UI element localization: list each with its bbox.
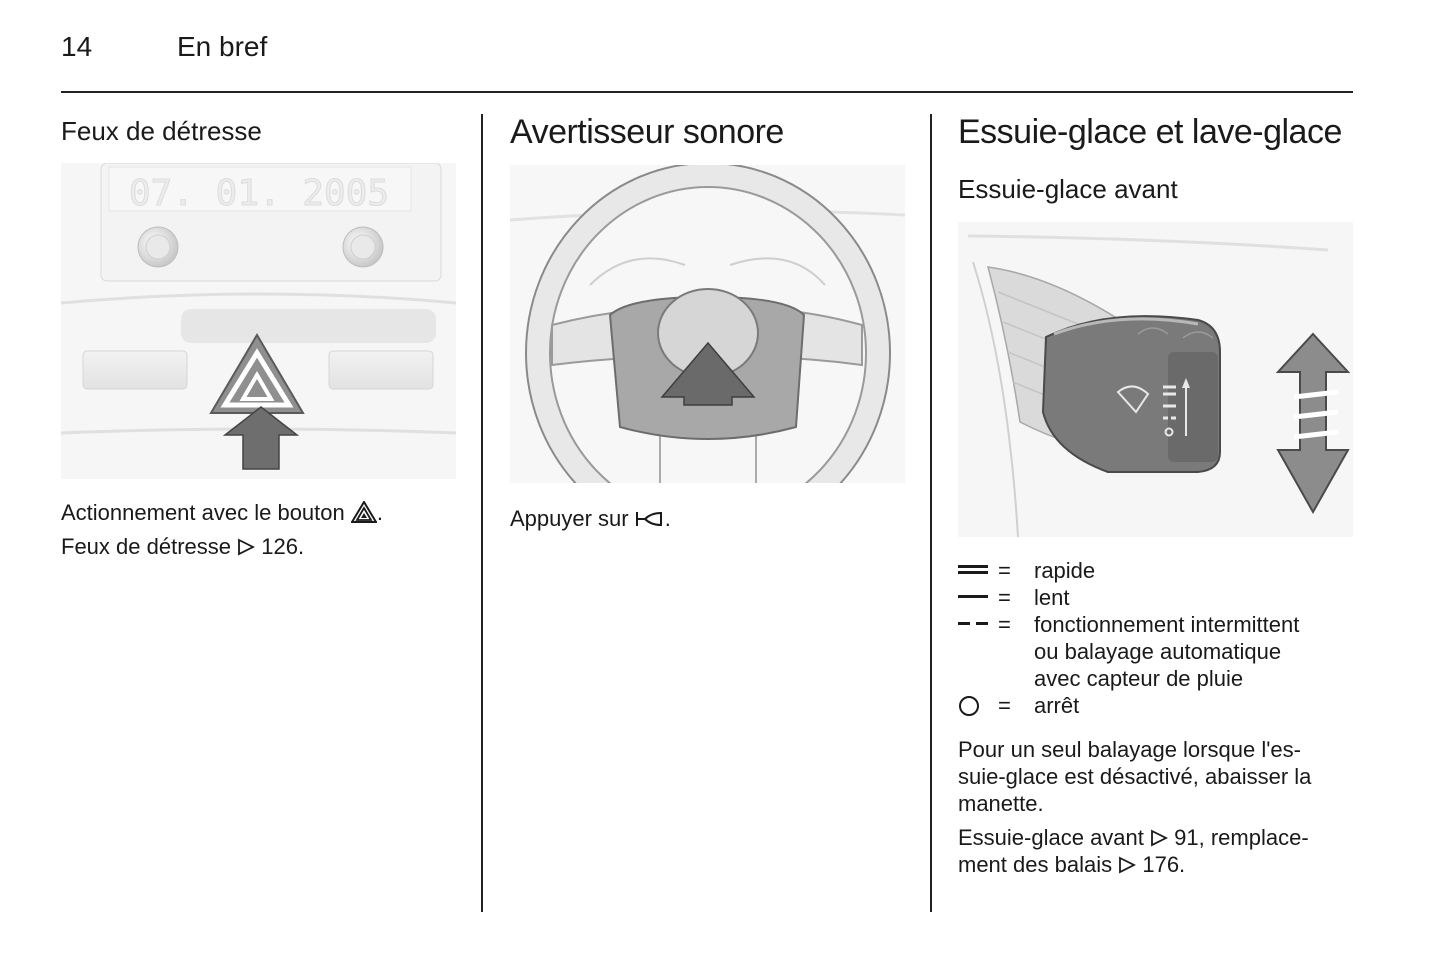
legend-def-line: ou balayage automatique [1034, 639, 1282, 664]
legend-row-fast [958, 557, 1354, 584]
legend-def-fast: rapide [1034, 558, 1096, 583]
hazard-line-1-text: Actionnement avec le bouton [61, 500, 345, 525]
clock-display-text: 07. 01. 2005 [128, 173, 390, 214]
page-number: 14 [61, 31, 93, 62]
legend-def-line: fonctionnement intermittent [1034, 612, 1300, 637]
steering-wheel-illustration [510, 165, 905, 483]
legend-eq: = [998, 558, 1011, 583]
page-reference-arrow-icon [1150, 829, 1168, 847]
double-line-icon [958, 557, 998, 584]
horn-section-title: Avertisseur sonore [510, 113, 784, 151]
legend-def-slow: lent [1034, 585, 1070, 610]
paragraph-line: suie-glace est désactivé, abaisser la [958, 764, 1312, 789]
hazard-illustration [61, 163, 456, 479]
chapter-title: En bref [177, 31, 268, 62]
hazard-line-1 [61, 496, 481, 530]
legend-row-slow [958, 584, 1354, 611]
horn-text-end: . [664, 506, 671, 531]
single-line-icon [958, 584, 998, 611]
wiper-references-paragraph [958, 824, 1358, 878]
legend-def-off: arrêt [1034, 693, 1080, 718]
hazard-triangle-icon [351, 501, 377, 523]
wiper-page-ref[interactable]: 91, remplace- [1174, 825, 1309, 850]
wiper-legend [958, 557, 1354, 719]
wiper-lever-illustration [958, 222, 1353, 537]
ref-text: ment des balais [958, 852, 1113, 877]
legend-eq: = [998, 612, 1011, 637]
blades-page-ref[interactable]: 176. [1142, 852, 1186, 877]
legend-def-intermittent [1034, 611, 1354, 692]
paragraph-line [958, 824, 1358, 851]
ref-text: Essuie-glace avant [958, 825, 1144, 850]
legend-def-line: avec capteur de pluie [1034, 666, 1244, 691]
circle-off-icon [958, 692, 998, 719]
header-rule [61, 91, 1353, 93]
page-reference-arrow-icon [237, 538, 255, 556]
paragraph-line [958, 851, 1358, 878]
legend-row-intermittent [958, 611, 1354, 692]
wiper-section-title: Essuie-glace et lave-glace [958, 113, 1342, 151]
legend-eq: = [998, 693, 1011, 718]
horn-text: Appuyer sur [510, 506, 629, 531]
hazard-line-2 [61, 530, 481, 564]
column-divider-2 [930, 114, 932, 912]
page-reference-arrow-icon [1118, 856, 1136, 874]
hazard-section-title: Feux de détresse [61, 116, 262, 146]
paragraph-line: Pour un seul balayage lorsque l'es- [958, 737, 1301, 762]
hazard-description [61, 496, 481, 564]
hazard-line-2-text: Feux de détresse [61, 534, 231, 559]
legend-row-off [958, 692, 1354, 719]
hazard-line-1-end: . [376, 500, 383, 525]
horn-description [510, 502, 910, 536]
column-divider-1 [481, 114, 483, 912]
wiper-single-wipe-paragraph [958, 736, 1358, 817]
dashed-line-icon [958, 611, 998, 638]
hazard-page-ref[interactable]: 126. [261, 534, 305, 559]
legend-eq: = [998, 585, 1011, 610]
wiper-subsection-title: Essuie-glace avant [958, 174, 1178, 204]
horn-icon [635, 510, 665, 528]
paragraph-line: manette. [958, 791, 1044, 816]
